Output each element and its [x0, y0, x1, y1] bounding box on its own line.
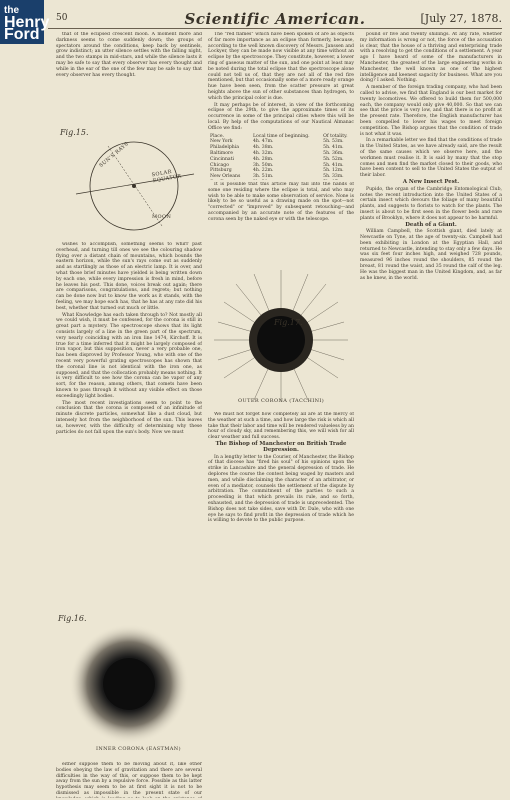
eclipse-times-table	[208, 134, 354, 180]
table-cell: 3h. 50m.	[252, 162, 274, 168]
table-cell: Philadelphia	[210, 145, 239, 151]
table-cell: New Orleans	[210, 174, 241, 180]
paragraph: William Campbell, the Scottish giant, died lately at Newcastle on Tyne, at the age of twenty-six. Campbell had been exhibiting in London at the Egyptian Hall, and returned to Newcastle, intending to stay only a few days. He was six feet four inches high, and weighed 728 pounds, measured 96 inches round the shoulders, 85 round the breast, 81 round the waist, and 35 round the calf of the leg. He was the biggest man in the United Kingdom, and, as far as he knew, in the world.	[360, 229, 502, 281]
page-number: 50	[56, 13, 68, 23]
table-cell: Baltimore	[210, 150, 233, 156]
article-heading: The Bishop of Manchester on British Trade Depression.	[215, 440, 347, 453]
figure-17	[208, 262, 354, 408]
table-cell: 5h. 36m.	[323, 150, 344, 156]
table-cell: 5h. 53m.	[323, 139, 344, 145]
figure-15-label: Fig.15.	[60, 128, 89, 137]
table-cell: New York	[210, 139, 233, 145]
solar-equator-label: SOLAR EQUATOR	[151, 168, 183, 185]
table-cell: Pittsburg	[210, 168, 232, 174]
column-1-middle	[56, 242, 202, 604]
figure-17-label: Fig.17.	[274, 318, 303, 327]
article-heading: Death of a Giant.	[405, 221, 457, 228]
henry-ford-logo	[0, 0, 50, 44]
figure-15	[56, 124, 202, 240]
table-cell: 4h. 28m.	[252, 156, 274, 162]
header-rule	[48, 28, 502, 29]
logo-line-the: the	[4, 5, 19, 16]
paragraph: In a remarkable letter we find that the conditions of trade in the United States, as we have already said, are the result of the same causes which we observe here, and the workmen must realise it. It is said by many that the stop comes and men find the market closed to their goods, who have been content to sell to the United States the output of their labor.	[360, 138, 502, 179]
table-cell: Chicago	[210, 162, 229, 168]
table-cell: 5h. 41m.	[323, 162, 344, 168]
sun-rays-label: SUN'S RAYS	[98, 141, 130, 169]
table-cell: 5h. 41m.	[323, 145, 344, 151]
column-3	[360, 32, 502, 798]
table-cell: 4h. 38m.	[252, 145, 274, 151]
table-header: Local time of beginning.	[252, 133, 310, 139]
table-cell: 4h. 47m.	[252, 139, 274, 145]
column-2-top	[208, 32, 354, 180]
paragraph: The most recent investigations seem to point to the conclusion that the corona is composed of an infinitude of minute discrete particles, somewhat like a dust cloud, but intensely hot from the neighborhood of the sun. This leaves us, however, with the difficulty of determining why these particles do not fall upon the sun's body. Now we must	[56, 400, 202, 435]
table-cell: Cincinnati	[210, 156, 234, 162]
table-cell: 5h. 52m.	[323, 156, 344, 162]
paragraph: that of the eclipsed crescent moon. A moment more and darkness seems to come suddenly down; the groups of spectators around the conditions, keep back by sentinels, grow indistinct; an utter silence settles with the falling night, and the two stamps in mid-stars, and while the silence lasts it may be safe to say that every observer has every thought and while in the ear of the one of the few may be safe to say that every observer has every thought.	[56, 32, 202, 78]
issue-date: [July 27, 1878.	[420, 12, 502, 25]
article-heading: A New Insect Pest.	[402, 178, 460, 185]
eclipse-path-diagram	[56, 124, 202, 240]
column-1-top	[56, 32, 202, 122]
table-cell: 4h. 22m.	[252, 168, 274, 174]
column-2-lower	[208, 412, 354, 798]
paragraph: It may perhaps be of interest, in view of the forthcoming eclipse of the 29th, to give the approximate times of its occurrence in some of the principal cities where this will be local. By help of the computations of our Nautical Almanac Office we find:	[208, 102, 354, 131]
paragraph: It is possible that this article may fall into the hands of some one residing where the eclipse is total, and who may wish to be able to make some observation of service. None is likely to be so useful as a drawing made on the spot—not "corrected" or "improved" by subsequent retouching—and accompanied by an accurate note of the features of the corona seen by the naked eye or with the telescope.	[208, 182, 354, 222]
paragraph: either suppose them to be moving about it, like other bodies obeying the law of gravitation and there are several difficulties in the way of this, or suppose them to be kept away from the sun by a repulsive force. Possible as this latter hypothesis may seem to be at first sight it is not to be dismissed as impossible in the present state of our	[56, 762, 202, 796]
column-2-upper	[208, 182, 354, 262]
table-cell: 3h. 51m.	[252, 174, 274, 180]
moon-label: MOON	[152, 214, 172, 220]
table-cell: 5h. 33m.	[323, 174, 344, 180]
figure-16	[56, 612, 202, 758]
paragraph: The "red flames" which have been spoken of are as objects of far more importance as an eclipse than formerly, because, according to the well known discovery of Messrs. Janssen and Lockyer, they can be made now visible at any time without an eclipse by the spectroscope. They constitute, however, a lower ring of gaseous matter of the sun, and one point at least may be noted during the total eclipse that the spectroscope alone could not tell us of, that they are not all of the red fire mentioned, but that occasionally some of a more ready orange hue have been seen, from the scatter pressure at great heights above the sun of other substances than hydrogen, to which the principal color is due.	[208, 32, 354, 101]
page-header	[48, 10, 502, 26]
logo-line-ford: Ford	[4, 26, 40, 43]
paragraph: Pupido, the organ of the Cambridge Entomological Club, notes the recent introduction into the United States of a certain insect which devours the foliage of many beautiful plants, and suggests to florists to watch for the plants. The insect is about to be first seen in the flower beds and rare plants of Brooklyn, where it does not appear to be harmful.	[360, 186, 502, 221]
column-1-bottom	[56, 762, 202, 798]
paragraph: wishes to accomplish, something seems to whirr past overhead, and turning till ones we see the colouring shadow flying over a distant chain of mountains, which bounds the eastern horizon, while the sun's rays come out as suddenly and as startlingly as those of an electric lamp. It is over, and what those brief minutes have yielded is being written down by each one, while every impression is fresh in mind, before he leaves his post. This done, voices break out again; there are comparisons, congratulations, and regrets; but nothing can be done now but to know the work as it stands, with the feeling, we may hope each has, that he has at any rate did his best, whether that turned out much or little.	[56, 242, 202, 311]
figure-16-label: Fig.16.	[58, 614, 87, 623]
paragraph: pound or five and twenty shillings. At any rate, whether my information is wrong or not, the force of the accusation is clear, that the house of a thriving and enterprising trade with a resolving to get the conditions of a settlement. A year ago I have heard of some of the manufacturers in Manchester, the greatest of the large engineering works in Manchester, the well known as one of the highest intelligence and keenest sagacity for business. What are you doing? I asked. Nothing.	[360, 32, 502, 84]
logo-line-henry: Henry	[4, 14, 50, 31]
figure-16-caption: INNER CORONA (EASTMAN)	[96, 746, 181, 752]
paragraph: We must not forget how completely all are at the mercy of the weather at such a time, and how large the risk is which all take that their labor and time will be rendered valueless by an hour of cloudy sky, and remembering this, we will wish for all clear weather and full success.	[208, 412, 354, 441]
figure-17-caption: OUTER CORONA (TACCHINI)	[238, 398, 325, 404]
masthead-title: Scientific American.	[184, 10, 366, 28]
inner-corona-drawing	[56, 612, 202, 758]
table-header: Of totality.	[323, 133, 348, 139]
table-cell: 4h. 32m.	[252, 150, 274, 156]
paragraph: In a lengthy letter to the Courier, of Manchester, the Bishop of that diocese has "fired his soul" of his opinions upon the strike in Lancashire and the general depression of trade. He deplores the course the contest being waged by masters and men, and while disclaiming the character of an arbitrator, or even of a mediator, counsels the settlement of the dispute by arbitration. The commitment of the parties to such a proceeding is that which prevails its rule, and so forth, exhausted, and the depression of trade is unprecedented. The Bishop does not take sides, save with Dr. Dale, who with one eye he says to find profit in the depression of trade which he is willing to devote to the public purpose.	[208, 454, 354, 524]
paragraph: What Knowledge has each taken through to? Not mostly all we could wish, it must be confessed, for the corona is still in great part a mystery. The spectroscope shows that its light consists largely of a line in the green part of the spectrum, very nearly coinciding with an iron line 1474, Kirchoff. It is true for a time inferred that it might be largely composed of iron vapor, but this supposition, never a very probable one, has been disproved by Professor Young, who with one of the recent very powerful grating spectroscopes has shown that the coronal line is not identical with the iron one, as supposed, and that the collocation probably means nothing. It is very difficult to see how the corona can be vapor of any sort, for the reason, among others, that comets have been known to pass through it without any visible effect on those exceedingly light bodies.	[56, 312, 202, 399]
paragraph: A member of the foreign trading company, who had been called to advise, we find that England is our best market for twenty locomotives. We offered to build them for 500,000 each, the company would only give 40,000. So that we can see that the price is very low, and that there is no profit at the present rate. Therefore, the English manufacturer has been compelled to lower his wages to meet foreign competition. The Bishop argues that the condition of trade is not what it was.	[360, 85, 502, 137]
outer-corona-drawing	[208, 262, 354, 408]
table-header: Place.	[210, 133, 225, 139]
table-cell: 5h. 12m.	[323, 168, 344, 174]
